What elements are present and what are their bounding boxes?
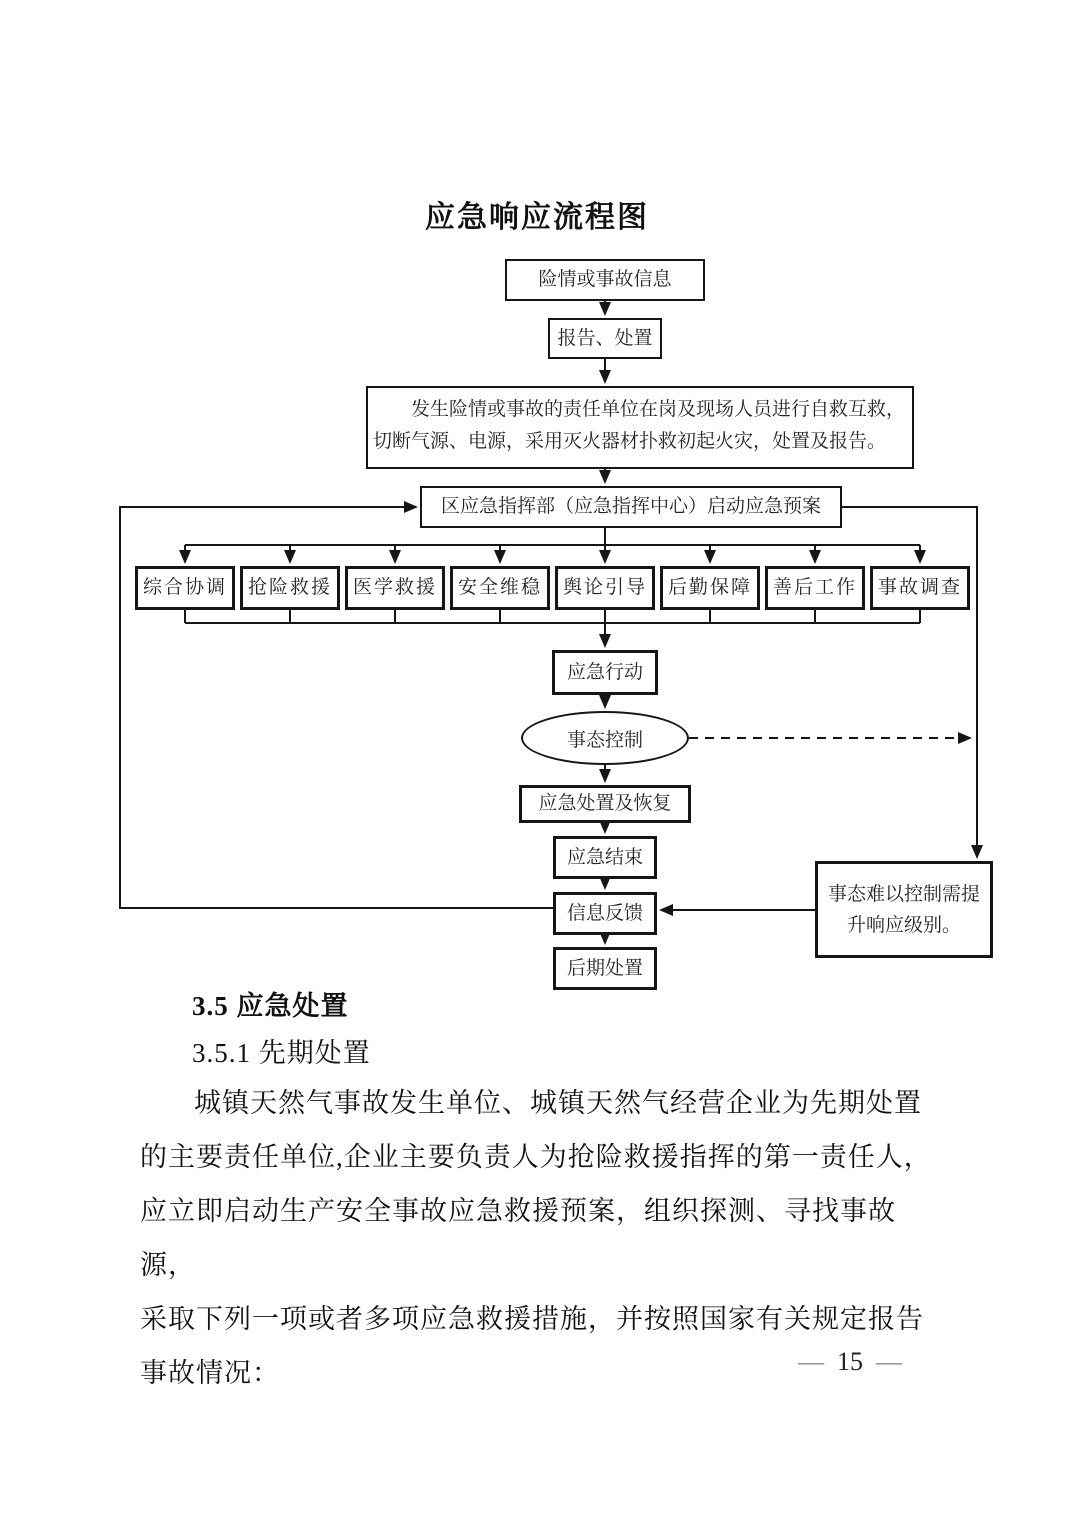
flowchart-node-group-rescue: 抢险救援: [240, 566, 340, 610]
flowchart-node-escalation: 事态难以控制需提升响应级别。: [815, 861, 993, 958]
flowchart-node-command-center: 区应急指挥部（应急指挥中心）启动应急预案: [420, 486, 842, 528]
page-footer: [798, 1347, 902, 1377]
flowchart-node-report-handle: 报告、处置: [548, 318, 662, 359]
flowchart-node-self-rescue: [366, 386, 914, 469]
footer-dash-right: —: [876, 1347, 902, 1376]
right-rail-line: [842, 507, 977, 857]
paragraph-line: 事故情况：: [140, 1358, 280, 1388]
flowchart-node-group-publicity: 舆论引导: [555, 566, 655, 610]
paragraph-line: 采取下列一项或者多项应急救援措施，并按照国家有关规定报告: [140, 1304, 924, 1334]
flowchart-node-emergency-action: 应急行动: [552, 650, 658, 695]
flowchart-node-info-feedback: 信息反馈: [553, 892, 657, 935]
section-heading-3-5-1: 3.5.1 先期处置: [192, 1038, 371, 1068]
self-rescue-line-2: 切断气源、电源，采用灭火器材扑救初起火灾，处置及报告。: [373, 431, 887, 452]
section-heading-3-5: 3.5 应急处置: [192, 991, 349, 1021]
footer-dash-left: —: [798, 1347, 824, 1376]
self-rescue-line-1: 发生险情或事故的责任单位在岗及现场人员进行自救互救，: [411, 399, 906, 420]
flowchart-node-group-medical: 医学救援: [345, 566, 445, 610]
flowchart-node-situation-control: 事态控制: [521, 711, 689, 765]
flowchart-node-group-aftermath: 善后工作: [765, 566, 865, 610]
flowchart-node-incident-info: 险情或事故信息: [505, 259, 705, 301]
flowchart-node-group-security: 安全维稳: [450, 566, 550, 610]
page-title: 应急响应流程图: [425, 201, 649, 234]
paragraph-line: 应立即启动生产安全事故应急救援预案，组织探测、寻找事故源，: [140, 1196, 896, 1280]
flowchart-node-group-logistics: 后勤保障: [660, 566, 760, 610]
flowchart-node-group-coordination: 综合协调: [135, 566, 235, 610]
flowchart-node-group-investigation: 事故调查: [870, 566, 970, 610]
flowchart-node-disposal-recovery: 应急处置及恢复: [519, 785, 691, 823]
flowchart-node-post-disposal: 后期处置: [553, 947, 657, 990]
paragraph-line: 城镇天然气事故发生单位、城镇天然气经营企业为先期处置: [194, 1088, 922, 1118]
footer-page-number: 15: [837, 1347, 863, 1376]
paragraph-line: 的主要责任单位,企业主要负责人为抢险救援指挥的第一责任人，: [140, 1142, 932, 1172]
flowchart-node-emergency-end: 应急结束: [553, 836, 657, 879]
